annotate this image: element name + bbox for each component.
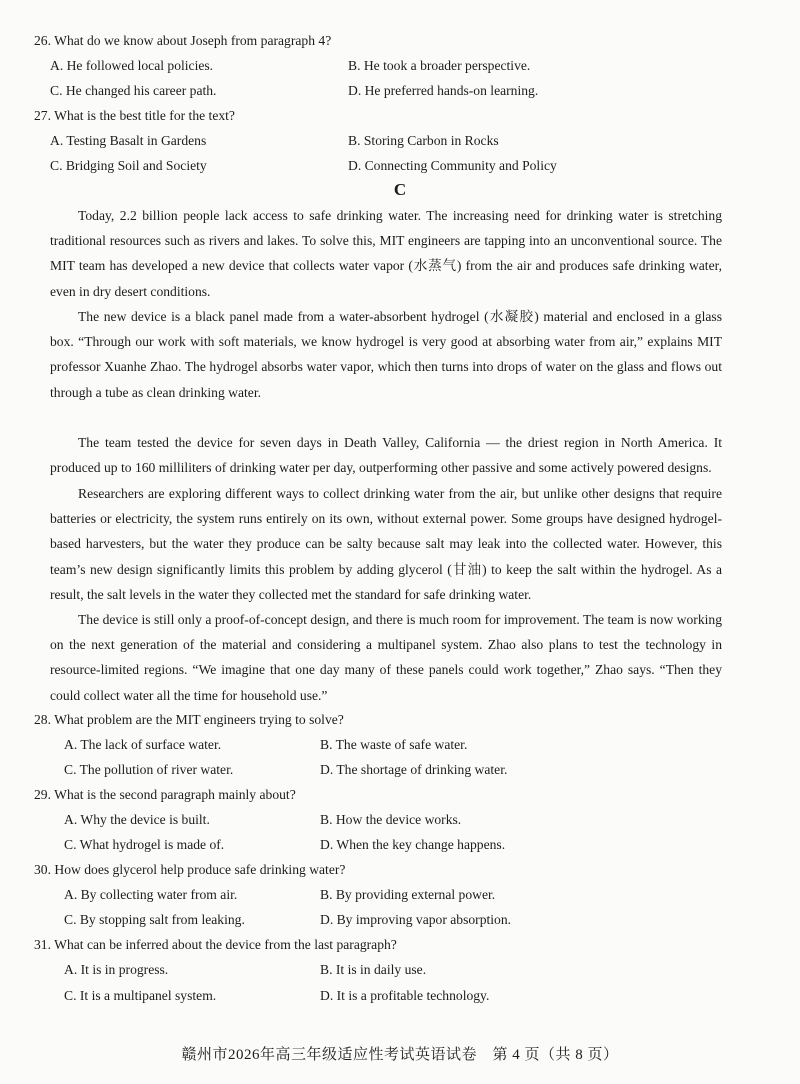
question-30-option-c: C. By stopping salt from leaking. [64, 912, 245, 927]
question-28-option-d: D. The shortage of drinking water. [320, 762, 508, 777]
question-27-option-b: B. Storing Carbon in Rocks [348, 133, 499, 148]
passage-paragraph-5: The device is still only a proof-of-concept design, and there is much room for improvement. The team is now working on the next generation of the material and considering a multipanel system. Zhao also plans to test the technology in resource-limited regions. “We imagine that one day many of these panels could work together,” Zhao says. “Then they could collect water all the time for household use.” [50, 612, 722, 703]
question-27-option-c: C. Bridging Soil and Society [50, 158, 207, 173]
question-28-stem: 28. What problem are the MIT engineers trying to solve? [34, 712, 344, 727]
passage-paragraph-4: Researchers are exploring different ways to collect drinking water from the air, but unlike other designs that require batteries or electricity, the system runs entirely on its own, without external power. Some groups have designed hydrogel-based harvesters, but the water they produce can be salty because salt may leak into the collected water. However, this team’s new design significantly limits this problem by adding glycerol (甘油) to keep the salt within the hydrogel. As a result, the salt levels in the water they collected met the standard for safe drinking water. [50, 486, 722, 602]
question-31-stem: 31. What can be inferred about the device from the last paragraph? [34, 937, 397, 952]
question-30-option-d: D. By improving vapor absorption. [320, 912, 512, 927]
page-footer: 赣州市2026年高三年级适应性考试英语试卷 第 4 页（共 8 页） [181, 1047, 619, 1063]
passage-paragraph-2: The new device is a black panel made from a water-absorbent hydrogel (水凝胶) material and enclosed in a glass box. “Through our work with soft materials, we know hydrogel is very good at absorbing water from air,” explains MIT professor Xuanhe Zhao. The hydrogel absorbs water vapor, which then turns into drops of water on the glass and flows out through a tube as clean drinking water. [50, 309, 722, 400]
question-31-option-b: B. It is in daily use. [320, 962, 427, 977]
question-26-stem: 26. What do we know about Joseph from paragraph 4? [34, 33, 332, 48]
question-30-option-b: B. By providing external power. [320, 887, 496, 902]
question-26-option-a: A. He followed local policies. [50, 58, 214, 73]
question-29-stem: 29. What is the second paragraph mainly about? [34, 787, 296, 802]
question-26-option-d: D. He preferred hands-on learning. [348, 83, 539, 98]
section-title: C [393, 180, 407, 199]
question-31-option-d: D. It is a profitable technology. [320, 988, 490, 1003]
question-27-stem: 27. What is the best title for the text? [34, 108, 235, 123]
question-28-option-b: B. The waste of safe water. [320, 737, 468, 752]
question-31-option-a: A. It is in progress. [64, 962, 169, 977]
question-28-option-a: A. The lack of surface water. [64, 737, 222, 752]
question-29-option-d: D. When the key change happens. [320, 837, 506, 852]
question-27-option-a: A. Testing Basalt in Gardens [50, 133, 207, 148]
question-30-option-a: A. By collecting water from air. [64, 887, 238, 902]
question-29-option-c: C. What hydrogel is made of. [64, 837, 225, 852]
passage-paragraph-3: The team tested the device for seven days in Death Valley, California — the driest region in North America. It produced up to 160 milliliters of drinking water per day, outperforming other passive and some actively powered designs. [50, 435, 722, 476]
question-27-option-d: D. Connecting Community and Policy [348, 158, 557, 173]
question-26-option-c: C. He changed his career path. [50, 83, 217, 98]
question-29-option-a: A. Why the device is built. [64, 812, 210, 827]
passage-paragraph-1: Today, 2.2 billion people lack access to safe drinking water. The increasing need for drinking water is stretching traditional resources such as rivers and lakes. To solve this, MIT engineers are tapping into an unconventional source. The MIT team has developed a new device that collects water vapor (水蒸气) from the air and produces safe drinking water, even in dry desert conditions. [50, 208, 722, 299]
question-30-stem: 30. How does glycerol help produce safe drinking water? [34, 862, 346, 877]
question-29-option-b: B. How the device works. [320, 812, 462, 827]
question-28-option-c: C. The pollution of river water. [64, 762, 234, 777]
question-31-option-c: C. It is a multipanel system. [64, 988, 217, 1003]
question-26-option-b: B. He took a broader perspective. [348, 58, 531, 73]
